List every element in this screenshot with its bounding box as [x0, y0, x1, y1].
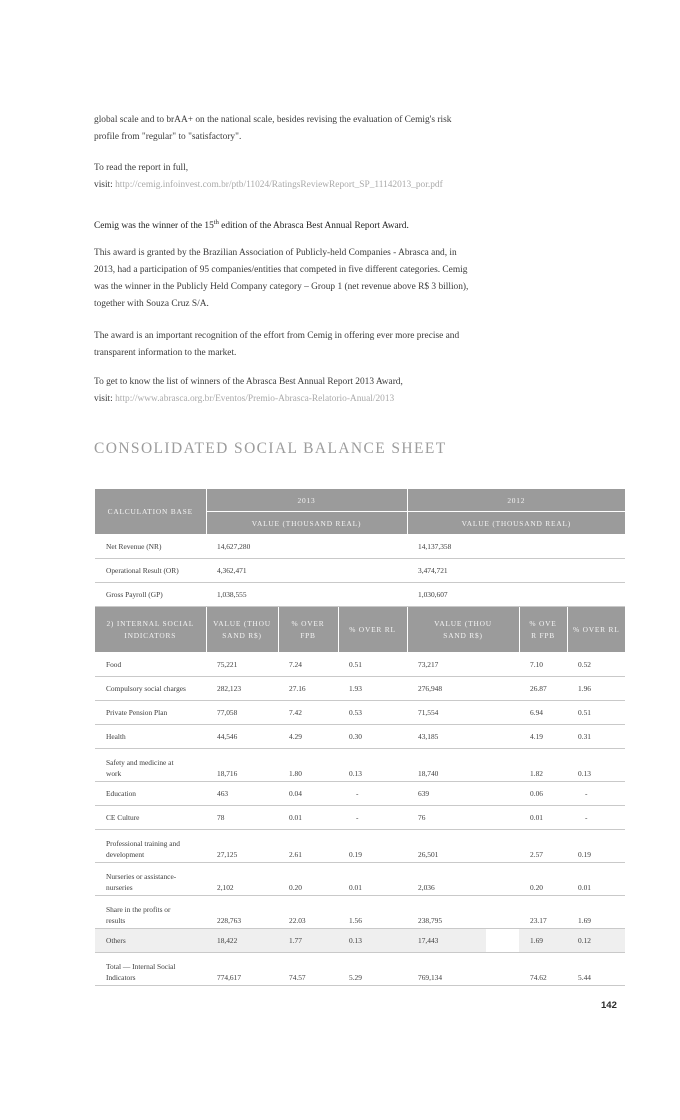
calc-base-header: CALCULATION BASE	[95, 489, 206, 535]
indicator-label	[95, 725, 206, 749]
award-p1-line-1: This award is granted by the Brazilian Association of Publicly-held Companies - Abrasca and, in	[94, 248, 457, 258]
award-p1-line-3: was the winner in the Publicly Held Company category – Group 1 (net revenue above R$ 3 billion),	[94, 282, 469, 292]
indicator-label-l2: development	[106, 850, 145, 859]
indicator-rl-2012: 1.96	[567, 677, 625, 701]
indicator-value-2013: 75,221	[206, 653, 278, 677]
report-link-block	[94, 160, 498, 194]
indicator-row	[95, 749, 625, 782]
indicator-fpb-2012: 23.17	[519, 896, 567, 929]
indicator-row	[95, 806, 625, 830]
indicator-rl-2013: 1.93	[338, 677, 407, 701]
award-p2-line-1: The award is an important recognition of the effort from Cemig in offering ever more precise and	[94, 331, 460, 341]
award-paragraph-2	[94, 328, 498, 362]
indicator-value-2012: 26,501	[407, 830, 486, 863]
indicator-rl-2012: 5.44	[567, 953, 625, 986]
indicator-fpb-2012: 74.62	[519, 953, 567, 986]
calc-base-label: Gross Payroll (GP)	[95, 583, 206, 607]
indicator-fpb-2012: 2.57	[519, 830, 567, 863]
indicator-rl-2013: 0.53	[338, 701, 407, 725]
indicators-title-header	[95, 607, 206, 653]
indicator-label	[95, 863, 206, 896]
indicator-value-2013: 2,102	[206, 863, 278, 896]
calc-base-row	[95, 559, 625, 583]
indicator-fpb-2013: 0.20	[278, 863, 338, 896]
indicator-value-2012: 43,185	[407, 725, 486, 749]
indicator-rl-2013: 1.56	[338, 896, 407, 929]
indicator-value-2012: 2,036	[407, 863, 486, 896]
indicator-label-l1: Professional training and	[106, 839, 180, 848]
indicator-spacer	[486, 896, 519, 929]
indicator-rl-2013: -	[338, 806, 407, 830]
visit-label: visit:	[94, 180, 113, 190]
intro-line-1: global scale and to brAA+ on the national scale, besides revising the evaluation of Cemig's risk	[94, 115, 452, 125]
indicator-spacer	[486, 953, 519, 986]
social-balance-table	[95, 489, 625, 986]
indicator-rl-2013: -	[338, 782, 407, 806]
year-2012-header: 2012	[407, 489, 625, 512]
indicator-label-l1: Share in the profits or	[106, 905, 171, 914]
value-2013-col-header	[206, 607, 278, 653]
indicator-value-2012: 639	[407, 782, 486, 806]
indicators-header-row	[95, 607, 625, 653]
indicator-rl-2012: 0.13	[567, 749, 625, 782]
indicator-label-l1: Education	[106, 789, 136, 798]
indicator-fpb-2013: 7.24	[278, 653, 338, 677]
indicator-value-2013: 228,763	[206, 896, 278, 929]
fpb-2013-l1: % OVER	[291, 618, 325, 628]
indicator-fpb-2013: 7.42	[278, 701, 338, 725]
indicator-value-2013: 463	[206, 782, 278, 806]
calc-base-row	[95, 583, 625, 607]
indicator-rl-2013: 0.01	[338, 863, 407, 896]
indicator-fpb-2012: 26.87	[519, 677, 567, 701]
indicator-fpb-2013: 2.61	[278, 830, 338, 863]
calc-base-value-2012: 1,030,607	[407, 583, 625, 607]
indicator-value-2013: 18,422	[206, 929, 278, 953]
award-paragraph-1	[94, 245, 498, 313]
indicator-fpb-2013: 74.57	[278, 953, 338, 986]
indicator-spacer	[486, 653, 519, 677]
indicator-rl-2012: 0.12	[567, 929, 625, 953]
indicator-spacer	[486, 749, 519, 782]
indicator-row	[95, 830, 625, 863]
indicator-label-l1: Total — Internal Social	[106, 962, 176, 971]
calc-base-value-2013: 1,038,555	[206, 583, 407, 607]
indicator-value-2012: 17,443	[407, 929, 486, 953]
indicator-label-l1: Compulsory social charges	[106, 684, 186, 693]
indicator-spacer	[486, 677, 519, 701]
award-heading-pre: Cemig was the winner of the 15	[94, 221, 214, 231]
rl-2012-col-header: % OVER RL	[567, 607, 625, 653]
indicator-value-2012: 276,948	[407, 677, 486, 701]
indicator-fpb-2012: 0.20	[519, 863, 567, 896]
value-2012-l2: SAND R$)	[443, 630, 483, 640]
indicator-rl-2012: -	[567, 782, 625, 806]
winners-link-block	[94, 374, 498, 408]
indicators-title-l2: INDICATORS	[124, 630, 177, 640]
indicator-fpb-2013: 0.01	[278, 806, 338, 830]
indicator-label-l1: Food	[106, 660, 122, 669]
indicator-fpb-2012: 1.82	[519, 749, 567, 782]
indicator-fpb-2013: 0.04	[278, 782, 338, 806]
indicator-value-2012: 73,217	[407, 653, 486, 677]
winners-link[interactable]: http://www.abrasca.org.br/Eventos/Premio-Abrasca-Relatorio-Anual/2013	[115, 394, 395, 404]
indicator-row	[95, 782, 625, 806]
page-number: 142	[601, 1000, 617, 1011]
indicator-spacer	[486, 830, 519, 863]
indicator-fpb-2012: 6.94	[519, 701, 567, 725]
year-2013-header: 2013	[206, 489, 407, 512]
indicator-spacer	[486, 863, 519, 896]
indicator-row	[95, 953, 625, 986]
indicator-label-l2: Indicators	[106, 973, 136, 982]
report-link[interactable]: http://cemig.infoinvest.com.br/ptb/11024/RatingsReviewReport_SP_11142013_por.pdf	[115, 180, 443, 190]
indicator-spacer	[486, 725, 519, 749]
award-p1-line-2: 2013, had a participation of 95 companies/entities that competed in five different categories. Cemig	[94, 265, 468, 275]
indicator-rl-2012: 0.19	[567, 830, 625, 863]
value-2012-header: VALUE (THOUSAND REAL)	[407, 512, 625, 535]
intro-paragraph	[94, 112, 498, 146]
report-line: To read the report in full,	[94, 163, 189, 173]
indicator-value-2012: 71,554	[407, 701, 486, 725]
indicator-fpb-2013: 4.29	[278, 725, 338, 749]
indicator-rl-2012: 0.52	[567, 653, 625, 677]
award-heading	[94, 218, 498, 235]
calc-base-label: Operational Result (OR)	[95, 559, 206, 583]
indicator-label	[95, 830, 206, 863]
indicator-rl-2012: 0.01	[567, 863, 625, 896]
indicator-label-l1: Health	[106, 732, 126, 741]
indicator-label-l1: CE Culture	[106, 813, 140, 822]
indicator-fpb-2013: 1.77	[278, 929, 338, 953]
award-p2-line-2: transparent information to the market.	[94, 348, 237, 358]
indicator-value-2013: 282,123	[206, 677, 278, 701]
indicators-title-l1: 2) INTERNAL SOCIAL	[106, 618, 195, 628]
intro-line-2: profile from "regular" to "satisfactory".	[94, 132, 242, 142]
calculation-base-rows	[95, 535, 625, 607]
indicator-fpb-2013: 22.03	[278, 896, 338, 929]
indicator-spacer	[486, 806, 519, 830]
fpb-2012-l2: R FPB	[531, 630, 555, 640]
fpb-2012-col-header	[519, 607, 567, 653]
indicator-label-l2: results	[106, 916, 126, 925]
calc-base-label: Net Revenue (NR)	[95, 535, 206, 559]
header-row-years	[95, 489, 625, 512]
fpb-2012-l1: % OVE	[529, 618, 557, 628]
indicator-rl-2013: 0.30	[338, 725, 407, 749]
rl-2013-col-header: % OVER RL	[338, 607, 407, 653]
indicator-label	[95, 896, 206, 929]
indicator-label	[95, 701, 206, 725]
indicator-label-l1: Safety and medicine at	[106, 758, 174, 767]
indicator-fpb-2012: 1.69	[519, 929, 567, 953]
calc-base-row	[95, 535, 625, 559]
fpb-2013-col-header	[278, 607, 338, 653]
indicator-label	[95, 677, 206, 701]
indicator-label	[95, 782, 206, 806]
award-heading-sup: th	[213, 218, 219, 226]
indicator-fpb-2013: 1.80	[278, 749, 338, 782]
indicator-rl-2012: -	[567, 806, 625, 830]
indicator-fpb-2012: 0.06	[519, 782, 567, 806]
section-title: CONSOLIDATED SOCIAL BALANCE SHEET	[94, 440, 447, 457]
indicator-rl-2012: 0.31	[567, 725, 625, 749]
indicator-label	[95, 653, 206, 677]
calc-base-value-2012: 3,474,721	[407, 559, 625, 583]
award-p1-line-4: together with Souza Cruz S/A.	[94, 299, 209, 309]
calc-base-value-2013: 4,362,471	[206, 559, 407, 583]
indicator-rl-2012: 0.51	[567, 701, 625, 725]
indicator-value-2013: 78	[206, 806, 278, 830]
calc-base-value-2013: 14,627,280	[206, 535, 407, 559]
indicator-value-2013: 774,617	[206, 953, 278, 986]
value-2013-header: VALUE (THOUSAND REAL)	[206, 512, 407, 535]
internal-indicator-rows	[95, 653, 625, 986]
indicator-value-2013: 44,546	[206, 725, 278, 749]
indicator-row	[95, 677, 625, 701]
indicator-row	[95, 863, 625, 896]
indicator-fpb-2012: 7.10	[519, 653, 567, 677]
indicator-fpb-2012: 4.19	[519, 725, 567, 749]
indicator-value-2012: 18,740	[407, 749, 486, 782]
indicator-row	[95, 653, 625, 677]
indicator-label	[95, 749, 206, 782]
value-2013-l2: SAND R$)	[222, 630, 262, 640]
indicator-label-l2: nurseries	[106, 883, 133, 892]
indicator-spacer	[486, 782, 519, 806]
indicator-value-2013: 27,125	[206, 830, 278, 863]
indicator-label-l1: Nurseries or assistance-	[106, 872, 177, 881]
indicator-label-l1: Others	[106, 936, 126, 945]
indicator-rl-2013: 0.13	[338, 749, 407, 782]
indicator-spacer	[486, 929, 519, 953]
indicator-rl-2013: 0.13	[338, 929, 407, 953]
indicator-rl-2013: 0.51	[338, 653, 407, 677]
calc-base-value-2012: 14,137,358	[407, 535, 625, 559]
indicator-spacer	[486, 701, 519, 725]
indicator-row	[95, 701, 625, 725]
visit-label: visit:	[94, 394, 113, 404]
indicator-value-2012: 76	[407, 806, 486, 830]
indicator-label	[95, 953, 206, 986]
indicator-label	[95, 806, 206, 830]
indicator-row	[95, 896, 625, 929]
indicator-rl-2013: 0.19	[338, 830, 407, 863]
indicator-value-2012: 238,795	[407, 896, 486, 929]
indicator-row	[95, 725, 625, 749]
indicator-rl-2013: 5.29	[338, 953, 407, 986]
indicator-value-2013: 77,058	[206, 701, 278, 725]
indicator-row	[95, 929, 625, 953]
value-2012-l1: VALUE (THOU	[434, 618, 492, 628]
indicator-fpb-2012: 0.01	[519, 806, 567, 830]
fpb-2013-l2: FPB	[300, 630, 316, 640]
award-heading-post: edition of the Abrasca Best Annual Report Award.	[218, 221, 409, 231]
indicator-rl-2012: 1.69	[567, 896, 625, 929]
indicator-label-l1: Private Pension Plan	[106, 708, 168, 717]
indicator-value-2012: 769,134	[407, 953, 486, 986]
value-2013-l1: VALUE (THOU	[213, 618, 271, 628]
value-2012-col-header	[407, 607, 519, 653]
indicator-label-l2: work	[106, 769, 122, 778]
winners-line: To get to know the list of winners of the Abrasca Best Annual Report 2013 Award,	[94, 377, 403, 387]
indicator-fpb-2013: 27.16	[278, 677, 338, 701]
indicator-label	[95, 929, 206, 953]
indicator-value-2013: 18,716	[206, 749, 278, 782]
